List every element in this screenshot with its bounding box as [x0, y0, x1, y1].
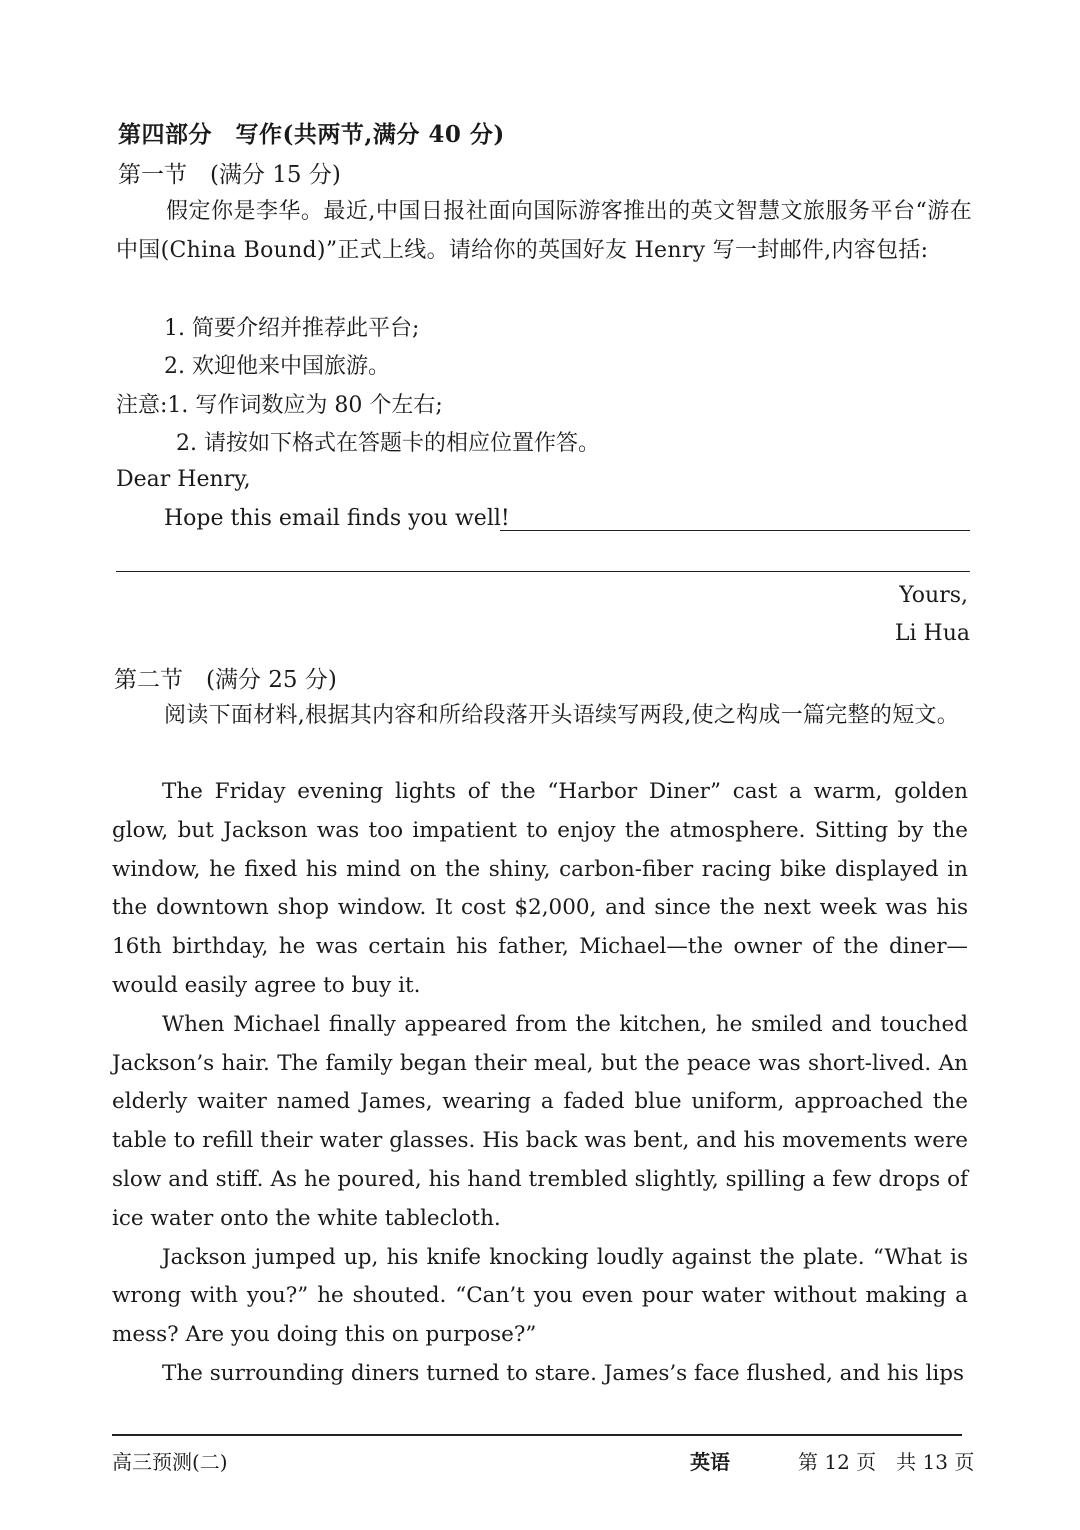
- section1-prompt: 假定你是李华。最近,中国日报社面向国际游客推出的英文智慧文旅服务平台“游在中国(China Bound)”正式上线。请给你的英国好友 Henry 写一封邮件,内容包括:: [116, 199, 972, 263]
- section2-heading: 第二节 (满分 25 分): [114, 667, 337, 693]
- story-paragraph-1: The Friday evening lights of the “Harbor Diner” cast a warm, golden glow, but Jackson was too impatient to enjoy the atmosphere. Sitting by the window, he fixed his mind on the shiny, carbon-fiber racing bike displayed in the downtown shop window. It cost $2,000, and since the next week was his 16th birthday, he was certain his father, Michael—the owner of the diner—would easily agree to buy it.: [112, 779, 968, 998]
- footer-subject: 英语: [690, 1450, 730, 1474]
- note-2: 2. 请按如下格式在答题卡的相应位置作答。: [176, 431, 600, 456]
- section2-prompt: 阅读下面材料,根据其内容和所给段落开头语续写两段,使之构成一篇完整的短文。: [164, 703, 960, 728]
- letter-opening: Hope this email finds you well!: [164, 506, 510, 531]
- task-point-2: 2. 欢迎他来中国旅游。: [164, 354, 390, 379]
- task-point-1: 1. 简要介绍并推荐此平台;: [164, 316, 420, 341]
- story-paragraph-4: The surrounding diners turned to stare. James’s face flushed, and his lips: [162, 1360, 965, 1386]
- letter-closing: Yours,: [899, 583, 968, 608]
- note-1: 注意:1. 写作词数应为 80 个左右;: [116, 393, 443, 418]
- story-text: [112, 773, 968, 1394]
- answer-line-1: [500, 530, 970, 531]
- footer-divider: [112, 1434, 962, 1436]
- footer-page-number: 第 12 页 共 13 页: [798, 1450, 975, 1474]
- footer-exam-name: 高三预测(二): [112, 1450, 228, 1474]
- section1-heading: 第一节 (满分 15 分): [118, 162, 341, 188]
- part-heading: 第四部分 写作(共两节,满分 40 分): [118, 121, 505, 148]
- answer-line-2: [116, 571, 970, 572]
- letter-signature: Li Hua: [894, 621, 970, 646]
- letter-greeting: Dear Henry,: [116, 467, 251, 492]
- story-paragraph-2: When Michael finally appeared from the kitchen, he smiled and touched Jackson’s hair. The family began their meal, but the peace was short-lived. An elderly waiter named James, wearing a faded blue uniform, approached the table to refill their water glasses. His back was bent, and his movements were slow and stiff. As he poured, his hand trembled slightly, spilling a few drops of ice water onto the white tablecloth.: [112, 1011, 968, 1231]
- story-paragraph-3: Jackson jumped up, his knife knocking loudly against the plate. “What is wrong with you?” he shouted. “Can’t you even pour water without making a mess? Are you doing this on purpose?”: [112, 1244, 968, 1348]
